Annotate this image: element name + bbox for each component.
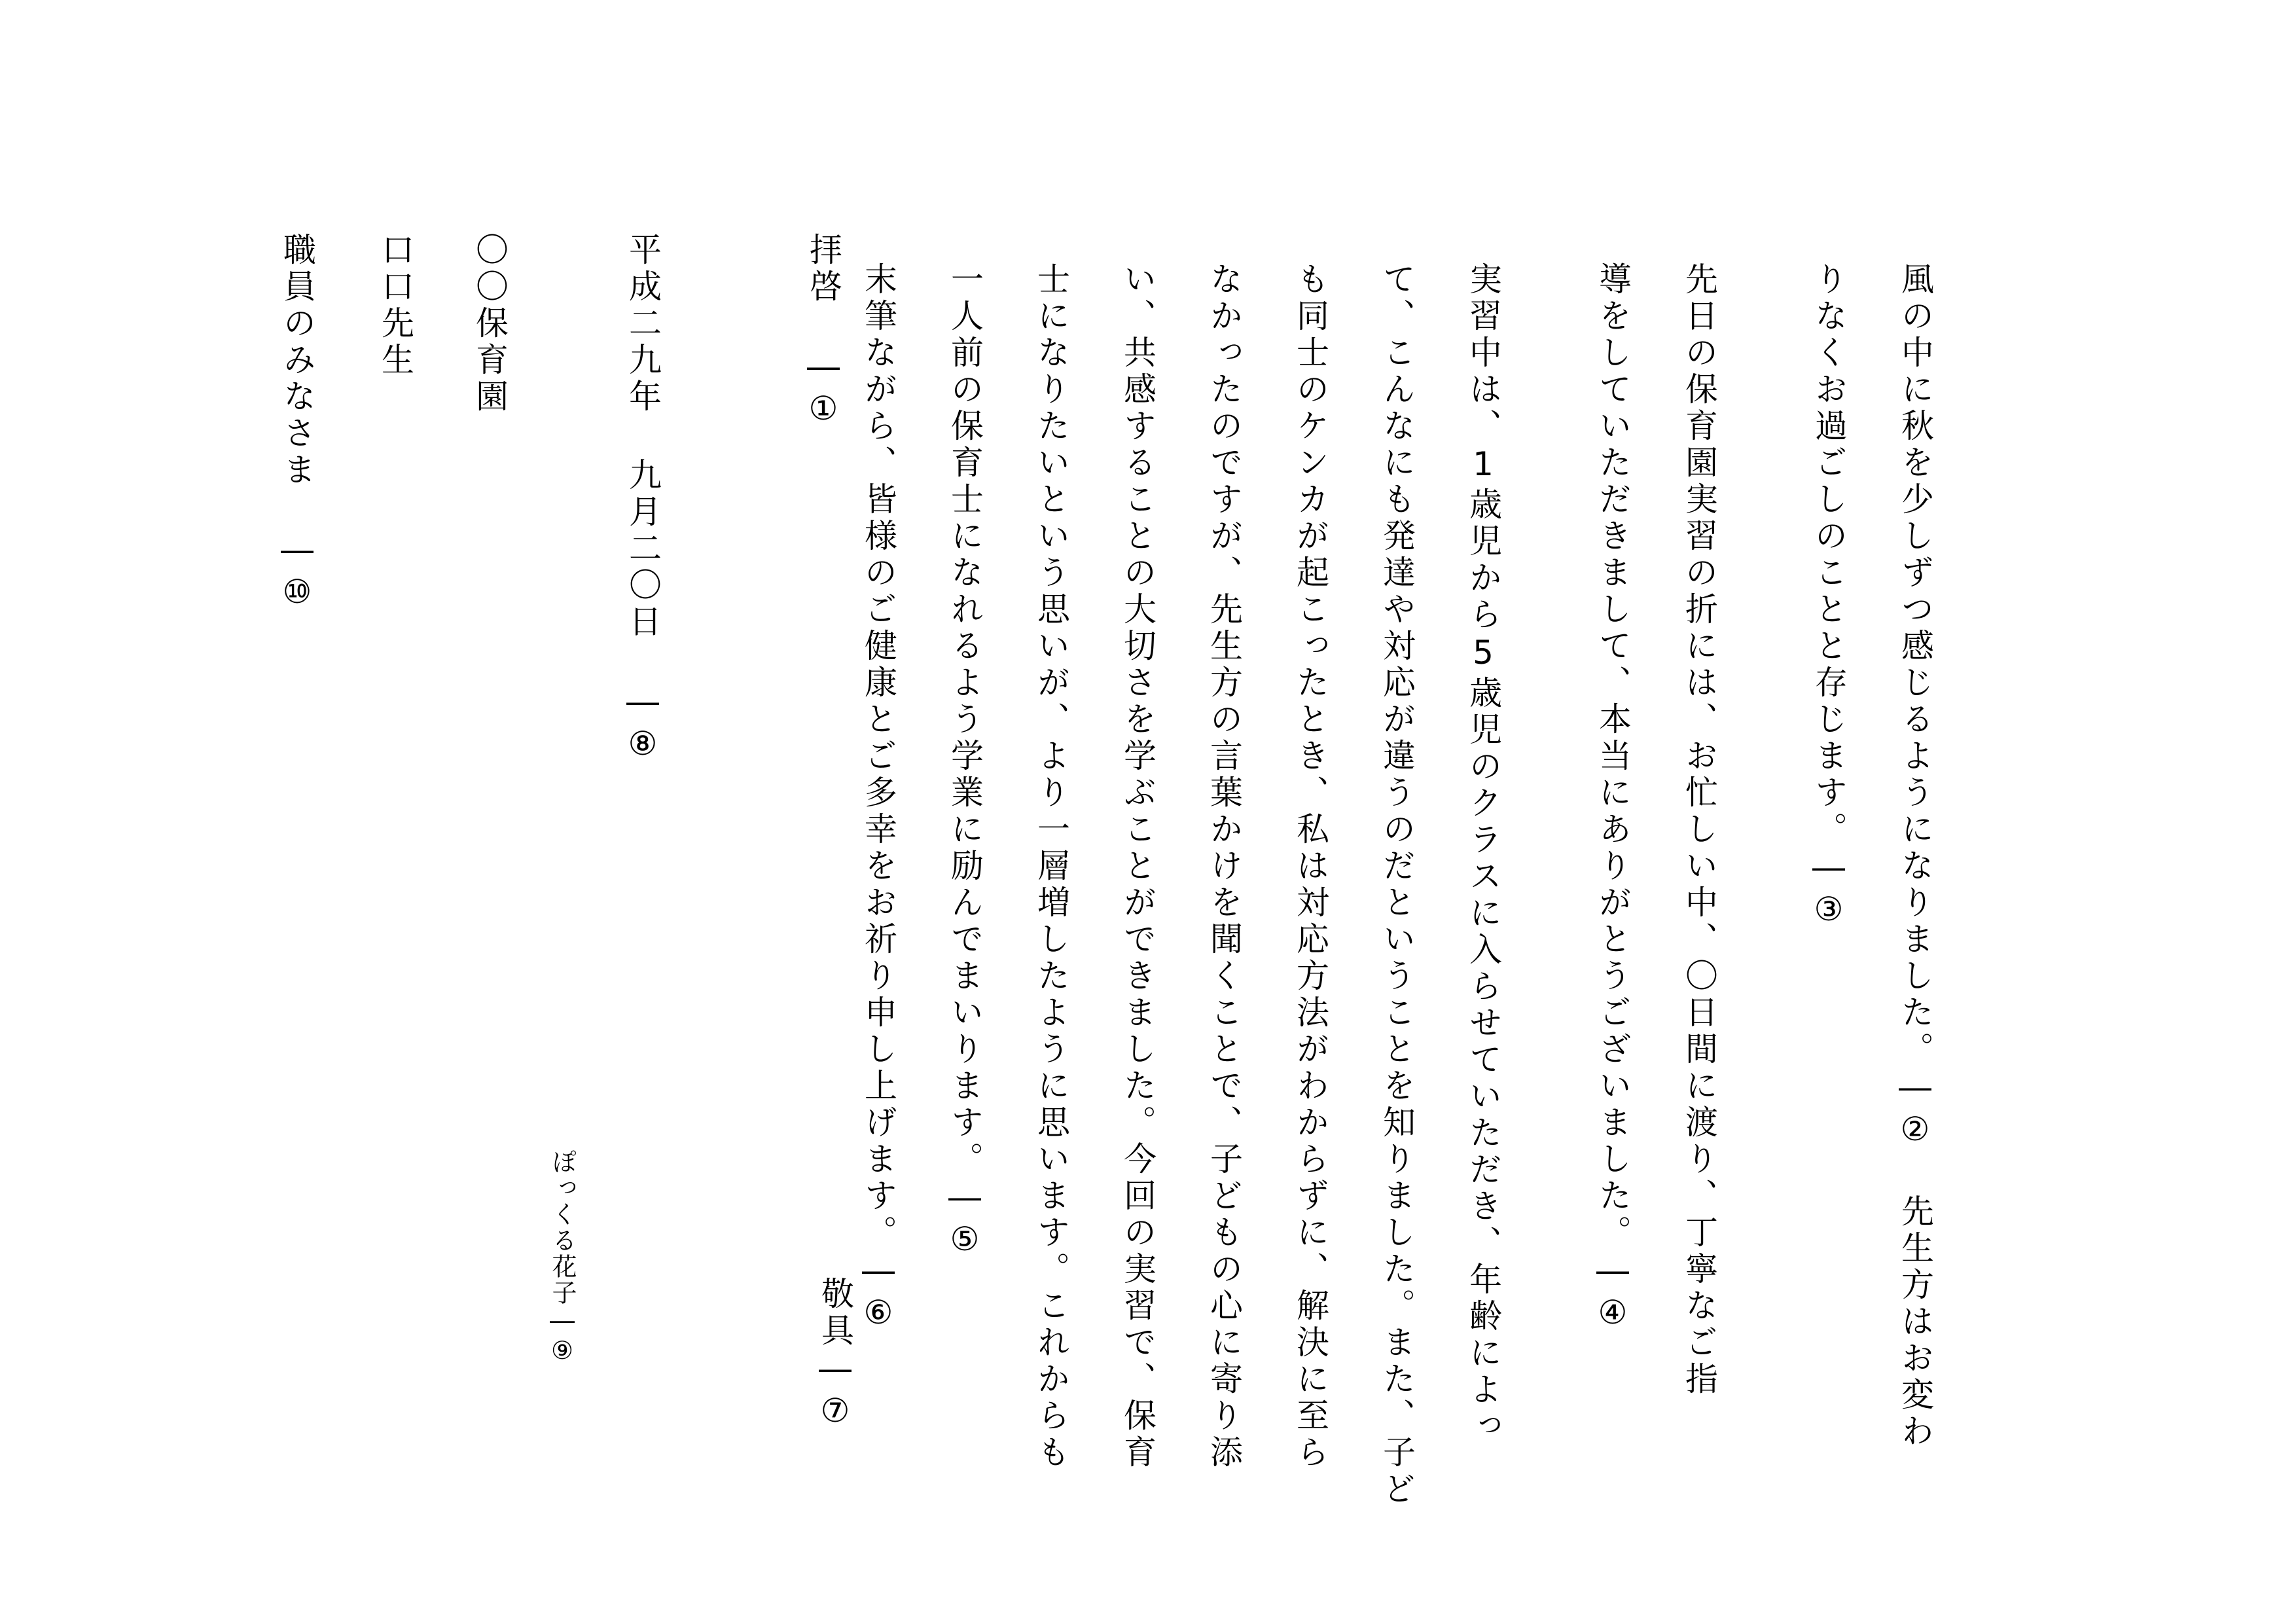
letter-recipient-org: 〇〇保育園	[471, 232, 509, 416]
letter-opening: 拝啓 ―①	[804, 232, 842, 431]
letter-line: 先日の保育園実習の折には、お忙しい中、〇日間に渡り、丁寧なご指	[1680, 262, 1718, 1398]
letter-line: 末筆ながら、皆様のご健康とご多幸をお祈り申し上げます。―⑥	[859, 262, 897, 1335]
letter-closing-word: 敬具―⑦	[816, 1276, 854, 1434]
letter-recipient-staff: 職員のみなさま ―⑩	[278, 232, 316, 615]
letter-line: 実習中は、1歳児から5歳児のクラスに入らせていただき、年齢によっ	[1464, 262, 1502, 1445]
letter-line: 士になりたいという思いが、より一層増したように思います。これからも	[1032, 262, 1070, 1471]
letter-line: 風の中に秋を少しずつ感じるようになりました。―② 先生方はお変わ	[1896, 262, 1934, 1451]
letter-date: 平成二九年 九月二〇日 ―⑧	[624, 232, 662, 767]
letter-line: 導をしていただきまして、本当にありがとうございました。―④	[1594, 262, 1632, 1335]
letter-line: も同士のケンカが起こったとき、私は対応方法がわからずに、解決に至ら	[1291, 262, 1329, 1471]
letter-recipient-teachers: 口口先生	[376, 232, 414, 379]
letter-line: て、こんなにも発達や対応が違うのだということを知りました。また、子ど	[1378, 262, 1416, 1508]
letter-line: 一人前の保育士になれるよう学業に励んでまいります。―⑤	[946, 262, 984, 1262]
letter-line: なかったのですが、先生方の言葉かけを聞くことで、子どもの心に寄り添	[1205, 262, 1243, 1471]
letter-line: い、共感することの大切さを学ぶことができました。今回の実習で、保育	[1119, 262, 1157, 1471]
letter-sender: ぽっくる花子―⑨	[548, 1149, 577, 1366]
letter-line: りなくお過ごしのことと存じます。―③	[1810, 262, 1848, 932]
